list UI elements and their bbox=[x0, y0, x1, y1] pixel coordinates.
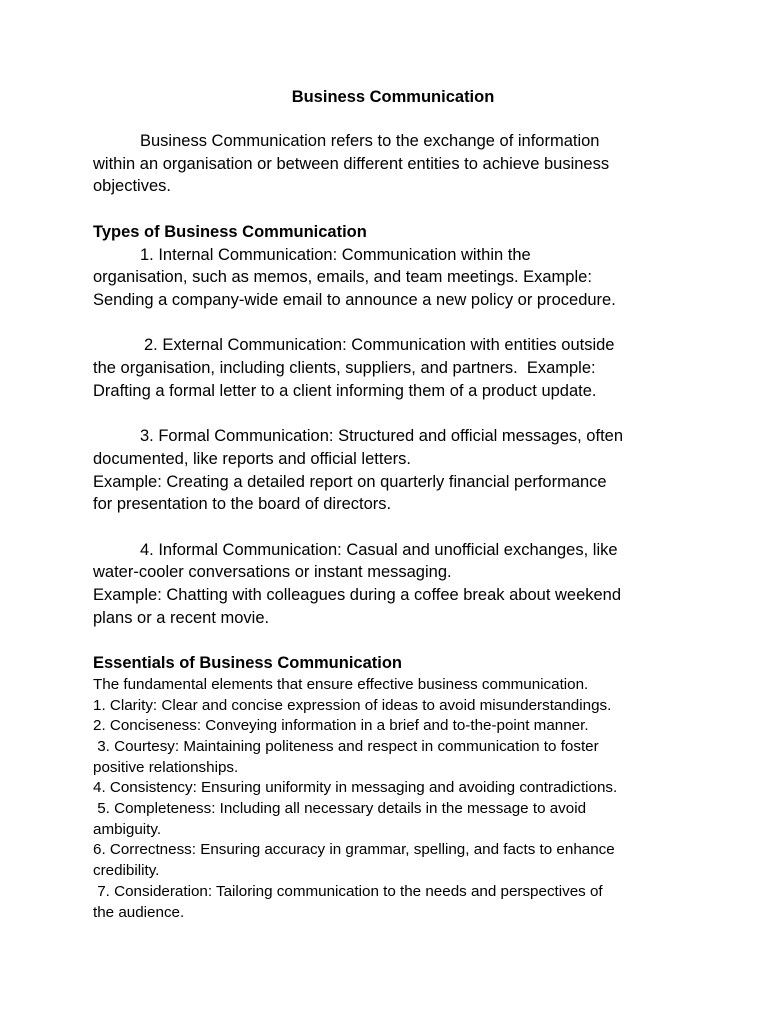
essentials-line: 5. Completeness: Including all necessary details in the message to avoid bbox=[93, 800, 587, 818]
essentials-line: positive relationships. bbox=[93, 758, 239, 776]
type-item-line: plans or a recent movie. bbox=[93, 608, 270, 627]
type-item-first-line: 3. Formal Communication: Structured and official messages, often bbox=[140, 427, 624, 446]
essentials-line: 6. Correctness: Ensuring accuracy in grammar, spelling, and facts to enhance bbox=[93, 841, 615, 859]
essentials-list bbox=[93, 675, 683, 923]
type-item-line: water-cooler conversations or instant messaging. bbox=[93, 563, 452, 582]
type-item-internal bbox=[93, 244, 683, 312]
type-item-line: organisation, such as memos, emails, and team meetings. Example: bbox=[93, 268, 592, 287]
essentials-line: 7. Consideration: Tailoring communication to the needs and perspectives of bbox=[93, 882, 603, 900]
type-item-informal bbox=[93, 539, 683, 630]
document-title: Business Communication bbox=[291, 88, 495, 106]
essentials-line: 1. Clarity: Clear and concise expression of ideas to avoid misunderstandings. bbox=[93, 696, 612, 714]
essentials-line: ambiguity. bbox=[93, 820, 162, 838]
type-item-line: Example: Chatting with colleagues during a coffee break about weekend bbox=[93, 586, 622, 604]
essentials-heading: Essentials of Business Communication bbox=[93, 654, 402, 673]
type-item-line: Sending a company-wide email to announce a new policy or procedure. bbox=[93, 290, 616, 309]
types-heading: Types of Business Communication bbox=[93, 222, 367, 241]
essentials-line: The fundamental elements that ensure effective business communication. bbox=[93, 675, 589, 693]
essentials-line: 3. Courtesy: Maintaining politeness and respect in communication to foster bbox=[93, 737, 599, 755]
essentials-line: the audience. bbox=[93, 903, 185, 921]
type-item-line: documented, like reports and official letters. bbox=[93, 449, 411, 468]
type-item-line: Example: Creating a detailed report on quarterly financial performance bbox=[93, 472, 607, 491]
type-item-line: Drafting a formal letter to a client informing them of a product update. bbox=[93, 381, 597, 400]
type-item-line: the organisation, including clients, suppliers, and partners. Example: bbox=[93, 359, 596, 377]
type-item-first-line: 2. External Communication: Communication with entities outside bbox=[144, 336, 615, 355]
intro-line: Business Communication refers to the exchange of information bbox=[140, 132, 600, 150]
type-item-formal bbox=[93, 425, 683, 516]
essentials-line: 2. Conciseness: Conveying information in a brief and to-the-point manner. bbox=[93, 717, 589, 735]
intro-line: within an organisation or between different entities to achieve business bbox=[93, 154, 610, 173]
essentials-line: 4. Consistency: Ensuring uniformity in messaging and avoiding contradictions. bbox=[93, 779, 618, 797]
intro-line: objectives. bbox=[93, 177, 171, 196]
essentials-line: credibility. bbox=[93, 862, 160, 880]
document-page bbox=[93, 86, 683, 923]
type-item-external bbox=[93, 334, 683, 402]
type-item-first-line: 1. Internal Communication: Communication within the bbox=[140, 245, 531, 264]
type-item-first-line: 4. Informal Communication: Casual and unofficial exchanges, like bbox=[140, 540, 618, 559]
type-item-line: for presentation to the board of directors. bbox=[93, 495, 392, 514]
intro-paragraph bbox=[93, 130, 683, 198]
